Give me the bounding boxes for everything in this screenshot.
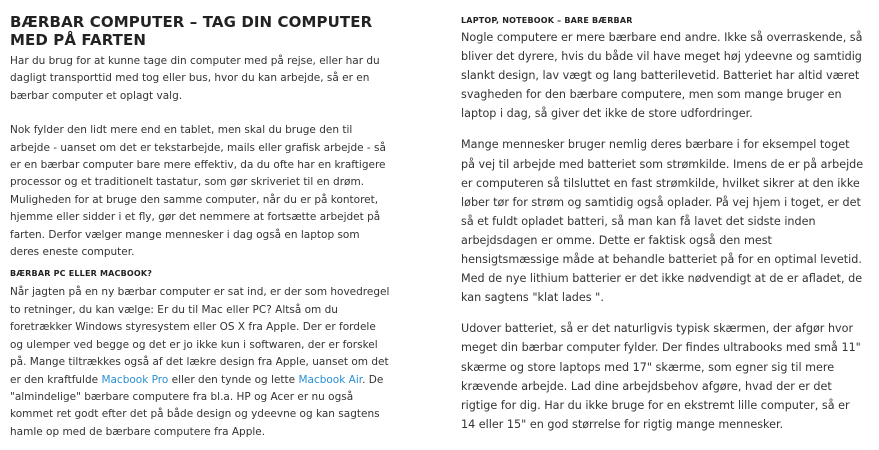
body-paragraph-3 [10,284,390,441]
right-paragraph-1: Nogle computere er mere bærbare end andre. Ikke så overraskende, så bliver det dyrere, hvis du både vil have meget høj ydeevne og samtidig slankt design, lav vægt og lang batterilevetid. Batteriet har altid været svagheden for den bærbare computere, men som mange bruger en laptop i dag, så giver det ikke de store udfordringer. [461,31,863,121]
right-column [461,0,866,434]
subheading-pc-or-macbook: BÆRBAR PC ELLER MACBOOK? [10,269,153,279]
left-column [10,0,390,441]
paragraph-text: . De "almindelige" bærbare computere fra bl.a. HP og Acer er nu også kommet ret godt efter det på både design og ydeevne og kan sagtens hamle op med de bærbare computere fra Apple. [10,373,384,438]
page-title: BÆRBAR COMPUTER – TAG DIN COMPUTER MED PÅ FARTEN [10,13,373,49]
macbook-air-link[interactable]: Macbook Air [298,373,363,386]
paragraph-text: Når jagten på en ny bærbar computer er sat ind, er der som hovedregel to retninger, du kan vælge: Er du til Mac eller PC? Altså om du foretrækker Windows styresystem eller OS X fra Apple. Der er fordele og ulemper ved begge og det er jo ikke kun i softwaren, der er forskel på. Mange tiltrækkes også af det lækre design fra Apple, uanset om det er den kraftfulde [10,286,390,386]
intro-paragraph: Har du brug for at kunne tage din computer med på rejse, eller har du dagligt transporttid med tog eller bus, hvor du kan arbejde, så er en bærbar computer et oplagt valg. [10,55,380,102]
macbook-pro-link[interactable]: Macbook Pro [101,373,169,386]
paragraph-text: eller den tynde og lette [168,373,299,386]
right-paragraph-3: Udover batteriet, så er det naturligvis typisk skærmen, der afgør hvor meget din bærbar computer fylder. Der findes ultrabooks med små 11" skærme og store laptops med 17" skærme, som egner sig til mere krævende arbejde. Lad dine arbejdsbehov afgøre, hvad der er det rigtige for dig. Har du ikke bruge for en ekstremt lille computer, så er 14 eller 15" en god størrelse for rigtig mange mennesker. [461,322,861,431]
body-paragraph-2: Nok fylder den lidt mere end en tablet, men skal du bruge den til arbejde - uanset om det er tekstarbejde, mails eller grafisk arbejde - så er en bærbar computer bare mere effektiv, da du ofte har en kraftigere processor og et traditionelt tastatur, som gør skriveriet til en drøm. Muligheden for at bruge den samme computer, når du er på kontoret, hjemme eller sidder i et fly, gør det nemmere at fortsætte arbejdet på farten. Derfor vælger mange mennesker i dag også en laptop som deres eneste computer. [10,124,386,259]
subheading-laptop-notebook: LAPTOP, NOTEBOOK – BARE BÆRBAR [461,16,633,25]
right-paragraph-2: Mange mennesker bruger nemlig deres bærbare i for eksempel toget på vej til arbejde med batteriet som strømkilde. Imens de er på arbejde er computeren så tilsluttet en fast strømkilde, hvilket sikrer at den ikke løber tør for strøm og samtidig også oplader. På vej hjem i toget, er det så et fuldt opladet batteri, så man kan få lavet det sidste inden arbejdsdagen er omme. Dette er faktisk også den mest hensigtsmæssige måde at behandle batteriet på for en optimal levetid. Med de nye lithium batterier er det ikke nødvendigt at de er afladet, de kan sagtens "klat lades ". [461,138,864,305]
